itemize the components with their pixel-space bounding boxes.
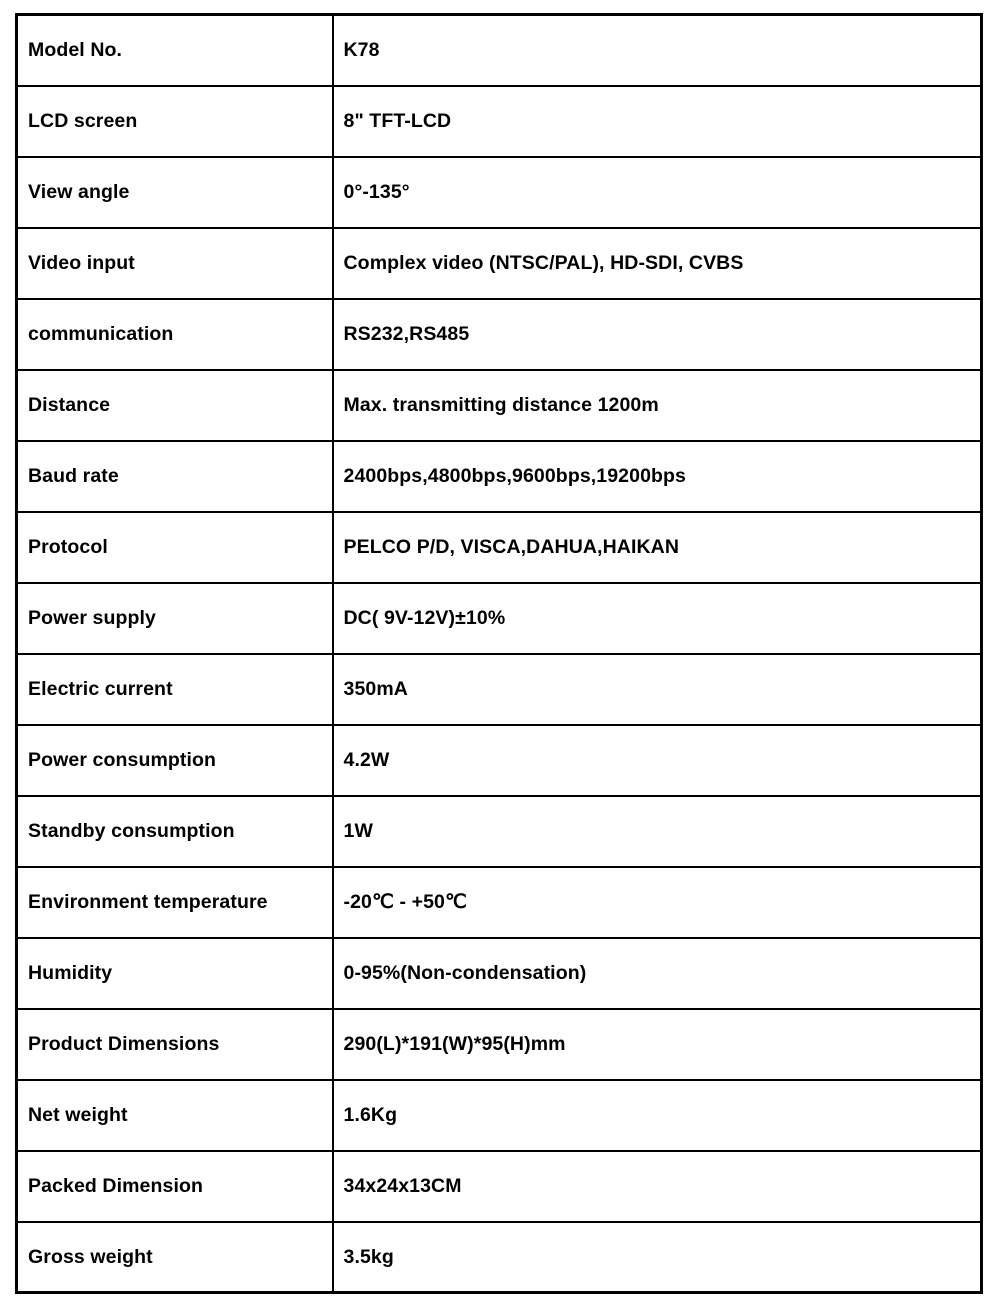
spec-value-cell: 1W xyxy=(333,796,982,867)
table-row xyxy=(17,796,982,867)
spec-value-cell: Complex video (NTSC/PAL), HD-SDI, CVBS xyxy=(333,228,982,299)
table-row xyxy=(17,1151,982,1222)
spec-value-cell: 2400bps,4800bps,9600bps,19200bps xyxy=(333,441,982,512)
spec-value-cell: 8" TFT-LCD xyxy=(333,86,982,157)
specification-table-body xyxy=(17,15,982,1293)
spec-value-cell: Max. transmitting distance 1200m xyxy=(333,370,982,441)
spec-label-cell: Humidity xyxy=(17,938,333,1009)
spec-value-cell: -20℃ - +50℃ xyxy=(333,867,982,938)
spec-label-cell: Net weight xyxy=(17,1080,333,1151)
spec-label-cell: View angle xyxy=(17,157,333,228)
table-row xyxy=(17,370,982,441)
spec-label-cell: Environment temperature xyxy=(17,867,333,938)
spec-label-cell: Video input xyxy=(17,228,333,299)
spec-value-cell: 0-95%(Non-condensation) xyxy=(333,938,982,1009)
spec-label-cell: Distance xyxy=(17,370,333,441)
table-row xyxy=(17,157,982,228)
spec-label-cell: Protocol xyxy=(17,512,333,583)
table-row xyxy=(17,867,982,938)
spec-label-cell: LCD screen xyxy=(17,86,333,157)
spec-label-cell: Baud rate xyxy=(17,441,333,512)
spec-value-cell: 34x24x13CM xyxy=(333,1151,982,1222)
spec-label-cell: Model No. xyxy=(17,15,333,86)
spec-label-cell: Electric current xyxy=(17,654,333,725)
spec-label-cell: Product Dimensions xyxy=(17,1009,333,1080)
spec-value-cell: K78 xyxy=(333,15,982,86)
spec-value-cell: PELCO P/D, VISCA,DAHUA,HAIKAN xyxy=(333,512,982,583)
spec-value-cell: 1.6Kg xyxy=(333,1080,982,1151)
spec-label-cell: Gross weight xyxy=(17,1222,333,1293)
spec-value-cell: 0°-135° xyxy=(333,157,982,228)
spec-value-cell: 4.2W xyxy=(333,725,982,796)
spec-value-cell: DC( 9V-12V)±10% xyxy=(333,583,982,654)
spec-label-cell: Power consumption xyxy=(17,725,333,796)
table-row xyxy=(17,441,982,512)
table-row xyxy=(17,654,982,725)
spec-value-cell: 350mA xyxy=(333,654,982,725)
spec-label-cell: communication xyxy=(17,299,333,370)
spec-label-cell: Standby consumption xyxy=(17,796,333,867)
spec-value-cell: 290(L)*191(W)*95(H)mm xyxy=(333,1009,982,1080)
table-row xyxy=(17,228,982,299)
spec-value-cell: RS232,RS485 xyxy=(333,299,982,370)
specification-table xyxy=(15,13,983,1294)
table-row xyxy=(17,1009,982,1080)
table-row xyxy=(17,725,982,796)
table-row xyxy=(17,512,982,583)
table-row xyxy=(17,583,982,654)
table-row xyxy=(17,299,982,370)
table-row xyxy=(17,86,982,157)
table-row xyxy=(17,1080,982,1151)
table-row xyxy=(17,938,982,1009)
spec-label-cell: Packed Dimension xyxy=(17,1151,333,1222)
spec-label-cell: Power supply xyxy=(17,583,333,654)
spec-value-cell: 3.5kg xyxy=(333,1222,982,1293)
table-row xyxy=(17,1222,982,1293)
table-row xyxy=(17,15,982,86)
